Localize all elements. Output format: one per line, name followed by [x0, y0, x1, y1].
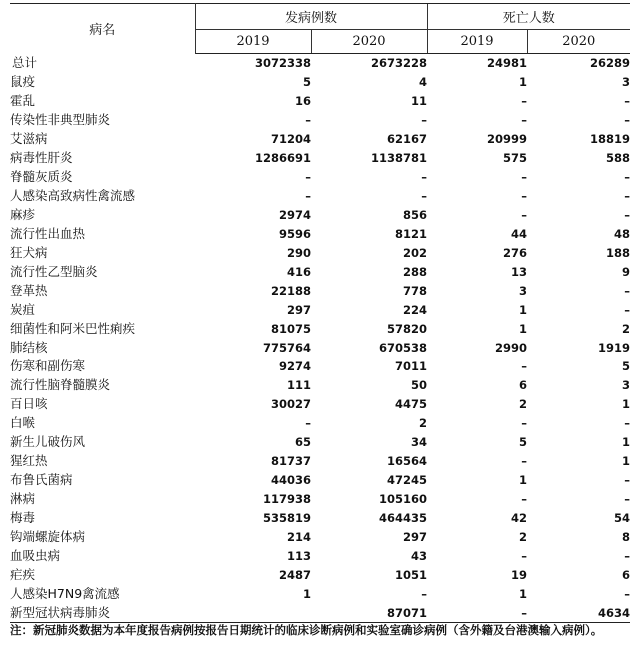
disease-name: 白喉 — [10, 415, 36, 431]
incidence-2019: 9596 — [278, 226, 311, 241]
deaths-2020: – — [624, 548, 631, 563]
deaths-2019: 276 — [503, 245, 528, 260]
deaths-2020: – — [624, 189, 631, 204]
deaths-2020: 3 — [622, 75, 631, 90]
table-body — [10, 54, 630, 623]
footnote: 注：新冠肺炎数据为本年度报告病例按报告日期统计的临床诊断病例和实验室确诊病例（含外籍及台港澳输入病例）。 — [10, 623, 603, 637]
incidence-2019: 290 — [286, 245, 311, 260]
incidence-2020: 47245 — [387, 473, 428, 488]
deaths-2019: – — [521, 189, 528, 204]
disease-name: 疟疾 — [10, 566, 36, 582]
deaths-2019: – — [521, 94, 528, 109]
disease-name: 炭疽 — [10, 301, 36, 317]
disease-name: 病毒性肝炎 — [10, 150, 73, 166]
disease-name: 血吸虫病 — [10, 547, 61, 563]
disease-name: 梅毒 — [10, 509, 36, 525]
col-header-year: 2020 — [527, 30, 630, 54]
disease-name: 猩红热 — [10, 453, 48, 469]
deaths-2020: 188 — [606, 245, 631, 260]
incidence-2019: 3072338 — [254, 56, 311, 71]
incidence-2020: 16564 — [387, 454, 428, 469]
disease-name: 流行性出血热 — [10, 225, 86, 241]
table-row — [10, 319, 630, 338]
deaths-2019: 1 — [519, 75, 528, 90]
table-row — [10, 224, 630, 243]
incidence-2019: 30027 — [270, 397, 311, 412]
incidence-2020: 2673228 — [371, 56, 428, 71]
incidence-2020: – — [421, 189, 428, 204]
deaths-2019: 13 — [511, 264, 528, 279]
incidence-2019: 775764 — [262, 340, 311, 355]
deaths-2020: 18819 — [590, 132, 631, 147]
disease-name: 狂犬病 — [10, 244, 48, 260]
table-row — [10, 527, 630, 546]
incidence-2019: 9274 — [278, 359, 311, 374]
deaths-2019: – — [521, 207, 528, 222]
table-row — [10, 262, 630, 281]
incidence-2019: 214 — [286, 529, 311, 544]
incidence-2019: 81737 — [270, 454, 311, 469]
col-header-year: 2019 — [427, 30, 527, 54]
incidence-2020: 50 — [411, 378, 428, 393]
disease-name: 细菌性和阿米巴性痢疾 — [10, 320, 136, 336]
incidence-2019: 16 — [294, 94, 311, 109]
deaths-2020: – — [624, 492, 631, 507]
deaths-2019: 19 — [511, 567, 528, 582]
incidence-2019: 1286691 — [254, 151, 311, 166]
deaths-2020: 2 — [622, 321, 631, 336]
table-row — [10, 281, 630, 300]
deaths-2020: 1 — [622, 397, 631, 412]
table-row — [10, 490, 630, 509]
incidence-2019: 65 — [294, 435, 311, 450]
incidence-2019: 44036 — [270, 473, 311, 488]
table-row — [10, 338, 630, 357]
deaths-2019: – — [521, 416, 528, 431]
col-header-year: 2019 — [195, 30, 311, 54]
incidence-2020: 2 — [419, 416, 428, 431]
incidence-2019: – — [305, 416, 311, 431]
col-header-incidence: 发病例数 — [195, 4, 427, 30]
incidence-2020: – — [421, 170, 428, 185]
table-row — [10, 168, 630, 187]
disease-name: 霍乱 — [10, 93, 36, 109]
table-row — [10, 395, 630, 414]
incidence-2020: 1138781 — [371, 151, 428, 166]
deaths-2020: 6 — [622, 567, 631, 582]
deaths-2019: 2990 — [495, 340, 528, 355]
deaths-2019: 44 — [511, 226, 528, 241]
table-row — [10, 471, 630, 490]
deaths-2020: 54 — [614, 510, 631, 525]
deaths-2019: 1 — [519, 321, 528, 336]
incidence-2020: 11 — [411, 94, 428, 109]
table-row — [10, 509, 630, 528]
incidence-2019: 1 — [302, 586, 311, 601]
deaths-2020: 4634 — [527, 603, 630, 622]
deaths-2020: – — [624, 416, 631, 431]
deaths-2020: 588 — [606, 151, 631, 166]
disease-name: 鼠疫 — [10, 74, 36, 90]
incidence-2020: 670538 — [379, 340, 428, 355]
deaths-2020: – — [624, 170, 631, 185]
deaths-2020: 26289 — [590, 56, 631, 71]
incidence-2020: 464435 — [379, 510, 428, 525]
disease-name: 人感染H7N9禽流感 — [10, 585, 120, 601]
deaths-2019: 20999 — [487, 132, 528, 147]
incidence-2020: 778 — [403, 283, 428, 298]
disease-name: 人感染高致病性禽流感 — [10, 188, 136, 204]
disease-statistics-table — [10, 3, 630, 623]
incidence-2019: 111 — [286, 378, 311, 393]
table-row — [10, 149, 630, 168]
incidence-2020: 8121 — [395, 226, 428, 241]
deaths-2019: 5 — [519, 435, 528, 450]
incidence-2019: 71204 — [270, 132, 311, 147]
incidence-2019: – — [305, 170, 311, 185]
incidence-2020: 57820 — [387, 321, 428, 336]
deaths-2020: 9 — [622, 264, 631, 279]
deaths-2020: 1 — [622, 454, 631, 469]
incidence-2019: 416 — [286, 264, 311, 279]
incidence-2020: 43 — [411, 548, 428, 563]
incidence-2019: – — [305, 189, 311, 204]
deaths-2019: – — [521, 113, 528, 128]
incidence-2019: 535819 — [262, 510, 311, 525]
deaths-2019: 6 — [519, 378, 528, 393]
table-row — [10, 584, 630, 603]
disease-name: 新生儿破伤风 — [10, 434, 86, 450]
disease-name: 布鲁氏菌病 — [10, 472, 73, 488]
disease-name: 伤寒和副伤寒 — [10, 358, 86, 374]
table-row-total — [10, 54, 630, 73]
deaths-2020: 1 — [622, 435, 631, 450]
incidence-2020: 1051 — [395, 567, 428, 582]
disease-name: 总计 — [12, 55, 38, 71]
table-row — [10, 130, 630, 149]
deaths-2020: – — [624, 113, 631, 128]
incidence-2020: – — [421, 113, 428, 128]
deaths-2020: 5 — [622, 359, 631, 374]
disease-name: 登革热 — [10, 282, 48, 298]
deaths-2019: 24981 — [487, 56, 528, 71]
table-row — [10, 206, 630, 225]
disease-name: 钩端螺旋体病 — [10, 528, 86, 544]
deaths-2020: – — [624, 283, 631, 298]
col-header-year: 2020 — [311, 30, 427, 54]
disease-name: 艾滋病 — [10, 131, 48, 147]
deaths-2019: 2 — [519, 529, 528, 544]
disease-name: 新型冠状病毒肺炎 — [10, 603, 195, 622]
table-row — [10, 376, 630, 395]
deaths-2019: 42 — [511, 510, 528, 525]
deaths-2019: 1 — [519, 302, 528, 317]
disease-name: 脊髓灰质炎 — [10, 169, 73, 185]
incidence-2019: 297 — [286, 302, 311, 317]
table-row — [10, 357, 630, 376]
incidence-2019 — [195, 603, 311, 622]
disease-name: 麻疹 — [10, 206, 36, 222]
disease-name: 淋病 — [10, 491, 36, 507]
incidence-2020: 202 — [403, 245, 428, 260]
deaths-2019: – — [521, 170, 528, 185]
incidence-2019: – — [305, 113, 311, 128]
header-row-groups — [10, 4, 630, 30]
deaths-2019: – — [521, 454, 528, 469]
table-row — [10, 603, 630, 622]
disease-name: 流行性乙型脑炎 — [10, 263, 98, 279]
table-row — [10, 111, 630, 130]
deaths-2019: 2 — [519, 397, 528, 412]
deaths-2020: – — [624, 94, 631, 109]
col-header-deaths: 死亡人数 — [427, 4, 630, 30]
incidence-2020: 4475 — [395, 397, 428, 412]
deaths-2020: – — [624, 473, 631, 488]
deaths-2019: – — [521, 492, 528, 507]
disease-name: 百日咳 — [10, 396, 48, 412]
table-row — [10, 187, 630, 206]
incidence-2020: 4 — [419, 75, 428, 90]
disease-name: 流行性脑脊髓膜炎 — [10, 377, 111, 393]
deaths-2020: – — [624, 302, 631, 317]
deaths-2019: 3 — [519, 283, 528, 298]
table-row — [10, 73, 630, 92]
deaths-2019: – — [521, 359, 528, 374]
table-row — [10, 92, 630, 111]
incidence-2020: 297 — [403, 529, 428, 544]
table-row — [10, 414, 630, 433]
incidence-2019: 2974 — [278, 207, 311, 222]
deaths-2019: 1 — [519, 586, 528, 601]
table-row — [10, 433, 630, 452]
table-row — [10, 300, 630, 319]
incidence-2019: 22188 — [270, 283, 311, 298]
incidence-2019: 2487 — [278, 567, 311, 582]
deaths-2019: – — [427, 603, 527, 622]
deaths-2020: – — [624, 586, 631, 601]
incidence-2019: 5 — [302, 75, 311, 90]
deaths-2020: 48 — [614, 226, 631, 241]
incidence-2020: 105160 — [379, 492, 428, 507]
incidence-2020: 34 — [411, 435, 428, 450]
incidence-2020: 856 — [403, 207, 428, 222]
incidence-2020: 7011 — [395, 359, 428, 374]
incidence-2019: 81075 — [270, 321, 311, 336]
incidence-2019: 117938 — [262, 492, 311, 507]
deaths-2020: 8 — [622, 529, 631, 544]
incidence-2019: 113 — [286, 548, 311, 563]
disease-name: 肺结核 — [10, 339, 48, 355]
incidence-2020: 224 — [403, 302, 428, 317]
incidence-2020: 288 — [403, 264, 428, 279]
table-row — [10, 452, 630, 471]
table-row — [10, 565, 630, 584]
table-row — [10, 546, 630, 565]
deaths-2020: 3 — [622, 378, 631, 393]
incidence-2020: 62167 — [387, 132, 428, 147]
deaths-2020: 1919 — [598, 340, 631, 355]
col-header-disease: 病名 — [10, 4, 195, 54]
deaths-2020: – — [624, 207, 631, 222]
deaths-2019: 575 — [503, 151, 528, 166]
table-row — [10, 243, 630, 262]
deaths-2019: 1 — [519, 473, 528, 488]
disease-name: 传染性非典型肺炎 — [10, 112, 111, 128]
incidence-2020: – — [421, 586, 428, 601]
deaths-2019: – — [521, 548, 528, 563]
incidence-2020: 87071 — [311, 603, 427, 622]
